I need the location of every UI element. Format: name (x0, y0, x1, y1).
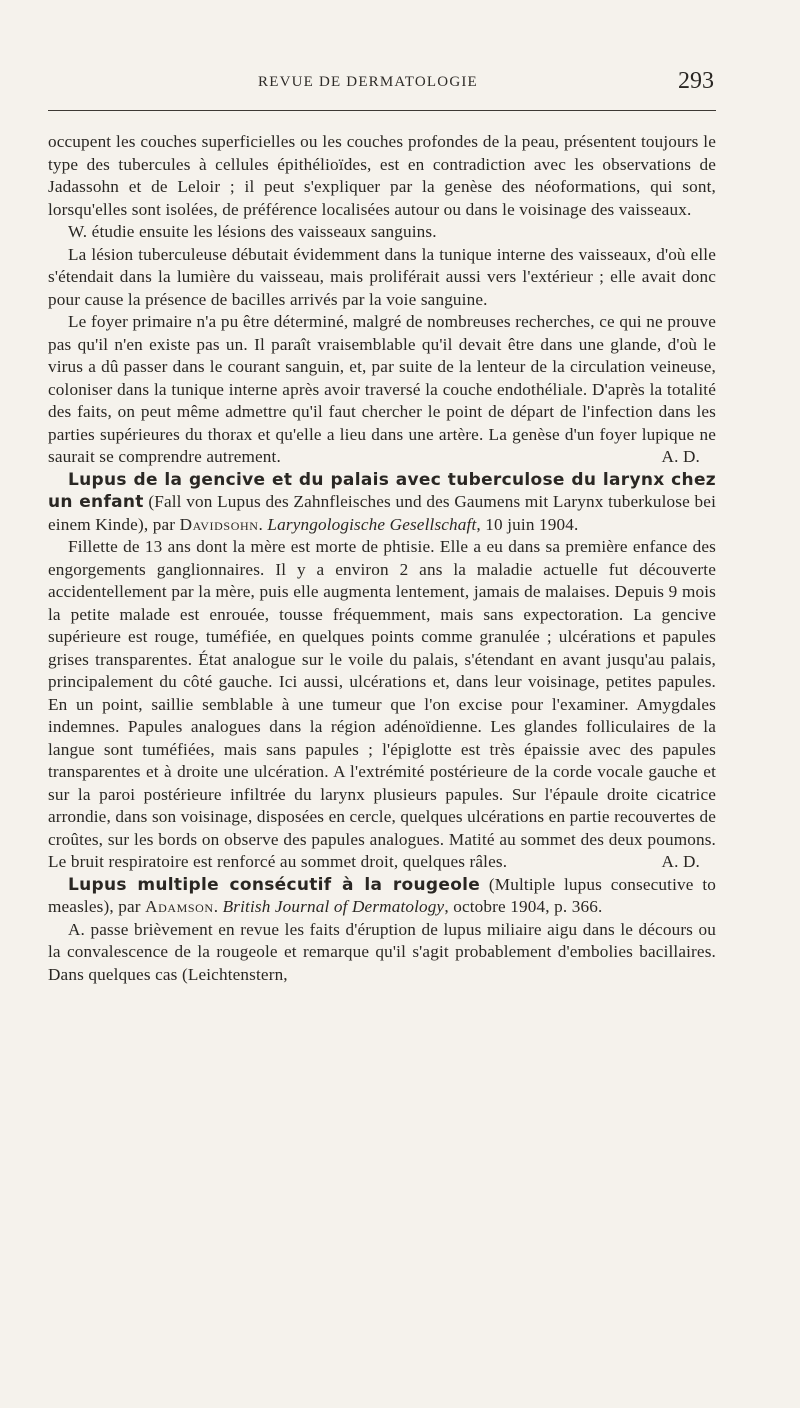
article-date: , 10 juin 1904. (476, 514, 579, 534)
paragraph-continued: occupent les couches superficielles ou les couches profondes de la peau, présentent toujours le type des tubercules à cellules épithélioïdes, est en contradiction avec les observations de Jadassohn et de Leloir ; il peut s'expliquer par la genèse des néoformations, qui sont, lorsqu'elles sont isolées, de préférence localisées autour ou dans le voisinage des vaisseaux. (48, 132, 716, 219)
author-signature: A. D. (661, 852, 700, 871)
page-number: 293 (678, 68, 714, 94)
paragraph-lesion: La lésion tuberculeuse débutait évidemment dans la tunique interne des vaisseaux, d'où elle s'étendait dans la lumière du vaisseau, mais proliférait aussi vers l'extérieur ; elle avait donc pour cause la présence de bacilles arrivés par la voie sanguine. (48, 244, 716, 309)
paragraph-primary-focus-text: Le foyer primaire n'a pu être déterminé, malgré de nombreuses recherches, ce qui ne prouve pas qu'il n'en existe pas un. Il paraît vraisemblable qu'il devait être dans une glande, d'où le virus a dû passer dans le courant sanguin, et, par suite de la lenteur de la circulation veineuse, coloniser dans la tunique interne après avoir traversé la couche endothéliale. D'après la totalité des faits, on peut même admettre qu'il faut chercher le point de départ de l'infection dans les parties supérieures du thorax et qu'elle a lieu dans une artère. La genèse d'un foyer lupique ne saurait se comprendre autrement. (48, 312, 716, 466)
journal-name: British Journal of Dermatology (222, 897, 445, 916)
header-rule (48, 110, 716, 111)
article-text (48, 131, 716, 986)
page-header (48, 68, 716, 102)
article-reference: (Multiple lupus consecutive to measles), par (48, 874, 716, 916)
article-reference: (Fall von Lupus des Zahnfleisches und des Gaumens mit Larynx tuberkulose bei einem Kinde), par (48, 492, 716, 534)
paragraph-case-report (48, 536, 716, 874)
running-title: REVUE DE DERMATOLOGIE (258, 74, 478, 90)
article-heading-measles-lupus (48, 874, 716, 919)
paragraph-primary-focus (48, 311, 716, 469)
article-author: Davidsohn (179, 514, 259, 534)
article-reference-sep: . (258, 514, 268, 534)
paragraph-vessels-intro: W. étudie ensuite les lésions des vaisseaux sanguins. (68, 222, 437, 241)
article-date: , octobre 1904, p. 366. (444, 897, 603, 916)
journal-name: Laryngologische Gesellschaft (267, 514, 477, 534)
article-reference-sep: . (213, 897, 223, 916)
article-title: Lupus multiple consécutif à la rougeole (68, 874, 481, 895)
paragraph-review: A. passe brièvement en revue les faits d'éruption de lupus miliaire aigu dans le décours ou la convalescence de la rougeole et remarque qu'il s'agit probablement d'embolies bacillaires. Dans quelques cas (Leichtenstern, (48, 919, 716, 984)
article-title: Lupus de la gencive et du palais avec tuberculose du larynx chez un enfant (48, 469, 716, 512)
article-heading-gingival-lupus (48, 469, 716, 537)
paragraph-case-report-text: Fillette de 13 ans dont la mère est morte de phtisie. Elle a eu dans sa première enfance des engorgements ganglionnaires. Il y a environ 2 ans la maladie actuelle fut découverte accidentellement par la mère, puis elle augmenta lentement, jamais de malaises. Depuis 9 mois la petite malade est enrouée, tousse fréquemment, mais sans expectoration. La gencive supérieure est rouge, tuméfiée, en quelques points comme granulée ; ulcérations et papules grises transparentes. État analogue sur le voile du palais, s'étendant en avant jusqu'au palais, principalement du côté gauche. Ici aussi, ulcérations et, dans leur voisinage, petites papules. En un point, saillie semblable à une tumeur que l'on excise pour l'examiner. Amygdales indemnes. Papules analogues dans la région adénoïdienne. Les glandes folliculaires de la langue sont tuméfiées, mais sans papules ; l'épiglotte est très épaissie avec des papules transparentes et à droite une ulcération. A l'extrémité postérieure de la corde vocale gauche et sur la paroi postérieure infiltrée du larynx plusieurs papules. Sur l'épaule droite cicatrice arrondie, dans son voisinage, disposées en cercle, quelques ulcérations en partie recouvertes de croûtes, sur les bords on observe des papules analogues. Matité au sommet des deux poumons. Le bruit respiratoire est renforcé au sommet droit, quelques râles. (48, 537, 716, 871)
author-signature: A. D. (661, 447, 700, 466)
article-author: Adamson (145, 897, 214, 916)
